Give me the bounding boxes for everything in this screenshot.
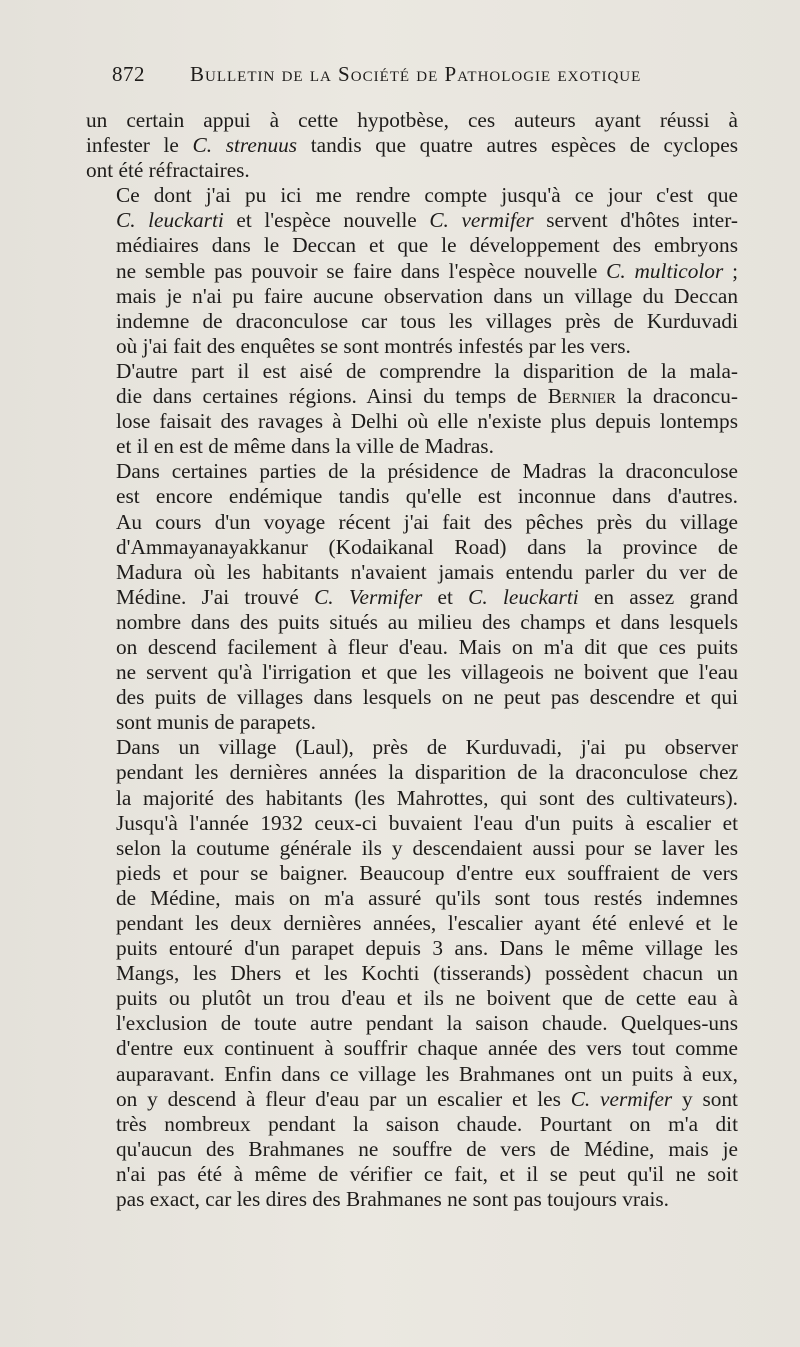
text-line: Au cours d'un voyage récent j'ai fait des pêches près du village	[116, 509, 738, 534]
text-line: ne semble pas pouvoir se faire dans l'espèce nouvelle C. multicolor ;	[116, 258, 738, 283]
text-line: ne servent qu'à l'irrigation et que les villageois ne boivent que l'eau	[116, 660, 738, 685]
text-line: ont été réfractaires.	[86, 158, 250, 183]
text-line: d'entre eux continuent à souffrir chaque année des vers tout comme	[116, 1036, 738, 1061]
text-line: Madura où les habitants n'avaient jamais entendu parler du ver de	[116, 559, 738, 584]
text-line: selon la coutume générale ils y descendaient aussi pour se laver les	[116, 835, 738, 860]
page-number: 872	[112, 62, 145, 86]
paragraph	[86, 108, 738, 183]
text-line: mais je n'ai pu faire aucune observation dans un village du Deccan	[116, 283, 738, 308]
text-line: d'Ammayanayakkanur (Kodaikanal Road) dans la province de	[116, 534, 738, 559]
text-line: infester le C. strenuus tandis que quatre autres espèces de cyclopes	[86, 133, 738, 158]
running-header	[112, 62, 702, 87]
text-line: n'ai pas été à même de vérifier ce fait, et il se peut qu'il ne soit	[116, 1161, 738, 1186]
text-line: puits entouré d'un parapet depuis 3 ans. Dans le même village les	[116, 936, 738, 961]
text-line: et il en est de même dans la ville de Madras.	[116, 434, 494, 459]
text-line: pieds et pour se baigner. Beaucoup d'entre eux souffraient de vers	[116, 860, 738, 885]
text-line: C. leuckarti et l'espèce nouvelle C. vermifer servent d'hôtes inter-	[116, 208, 738, 233]
text-line: die dans certaines régions. Ainsi du temps de Bernier la draconcu-	[116, 384, 738, 409]
body-text	[86, 108, 738, 1212]
text-line: Ce dont j'ai pu ici me rendre compte jusqu'à ce jour c'est que	[116, 183, 738, 208]
text-line: nombre dans des puits situés au milieu des champs et dans lesquels	[116, 609, 738, 634]
text-line: Dans un village (Laul), près de Kurduvadi, j'ai pu observer	[116, 735, 738, 760]
paragraph	[86, 459, 738, 735]
text-line: sont munis de parapets.	[116, 710, 316, 735]
text-line: auparavant. Enfin dans ce village les Brahmanes ont un puits à eux,	[116, 1061, 738, 1086]
text-line: la majorité des habitants (les Mahrottes, qui sont des cultivateurs).	[116, 785, 738, 810]
paragraph	[86, 735, 738, 1212]
paragraph	[86, 183, 738, 359]
text-line: Dans certaines parties de la présidence de Madras la draconculose	[116, 459, 738, 484]
text-line: pas exact, car les dires des Brahmanes ne sont pas toujours vrais.	[116, 1187, 669, 1212]
text-line: on descend facilement à fleur d'eau. Mais on m'a dit que ces puits	[116, 634, 738, 659]
text-line: on y descend à fleur d'eau par un escalier et les C. vermifer y sont	[116, 1086, 738, 1111]
text-line: des puits de villages dans lesquels on ne peut pas descendre et qui	[116, 685, 738, 710]
text-line: où j'ai fait des enquêtes se sont montrés infestés par les vers.	[116, 333, 631, 358]
text-line: un certain appui à cette hypotbèse, ces auteurs ayant réussi à	[86, 108, 738, 132]
text-line: est encore endémique tandis qu'elle est inconnue dans d'autres.	[116, 484, 738, 509]
text-line: Jusqu'à l'année 1932 ceux-ci buvaient l'eau d'un puits à escalier et	[116, 810, 738, 835]
text-line: indemne de draconculose car tous les villages près de Kurduvadi	[116, 308, 738, 333]
text-line: puits ou plutôt un trou d'eau et ils ne boivent que de cette eau à	[116, 986, 738, 1011]
text-line: Mangs, les Dhers et les Kochti (tisserands) possèdent chacun un	[116, 961, 738, 986]
text-line: lose faisait des ravages à Delhi où elle n'existe plus depuis lontemps	[116, 409, 738, 434]
text-line: très nombreux pendant la saison chaude. Pourtant on m'a dit	[116, 1111, 738, 1136]
text-line: pendant les deux dernières années, l'escalier ayant été enlevé et le	[116, 911, 738, 935]
text-line: Médine. J'ai trouvé C. Vermifer et C. leuckarti en assez grand	[116, 584, 739, 609]
journal-title: Bulletin de la Société de Pathologie exotique	[190, 62, 642, 86]
paragraph	[86, 359, 738, 459]
text-line: médiaires dans le Deccan et que le développement des embryons	[116, 233, 738, 258]
text-line: qu'aucun des Brahmanes ne souffre de vers de Médine, mais je	[116, 1136, 738, 1161]
text-line: pendant les dernières années la disparition de la draconculose chez	[116, 760, 738, 785]
text-line: D'autre part il est aisé de comprendre la disparition de la mala-	[116, 358, 738, 383]
text-line: de Médine, mais on m'a assuré qu'ils sont tous restés indemnes	[116, 885, 738, 910]
text-line: l'exclusion de toute autre pendant la saison chaude. Quelques-uns	[116, 1011, 738, 1036]
